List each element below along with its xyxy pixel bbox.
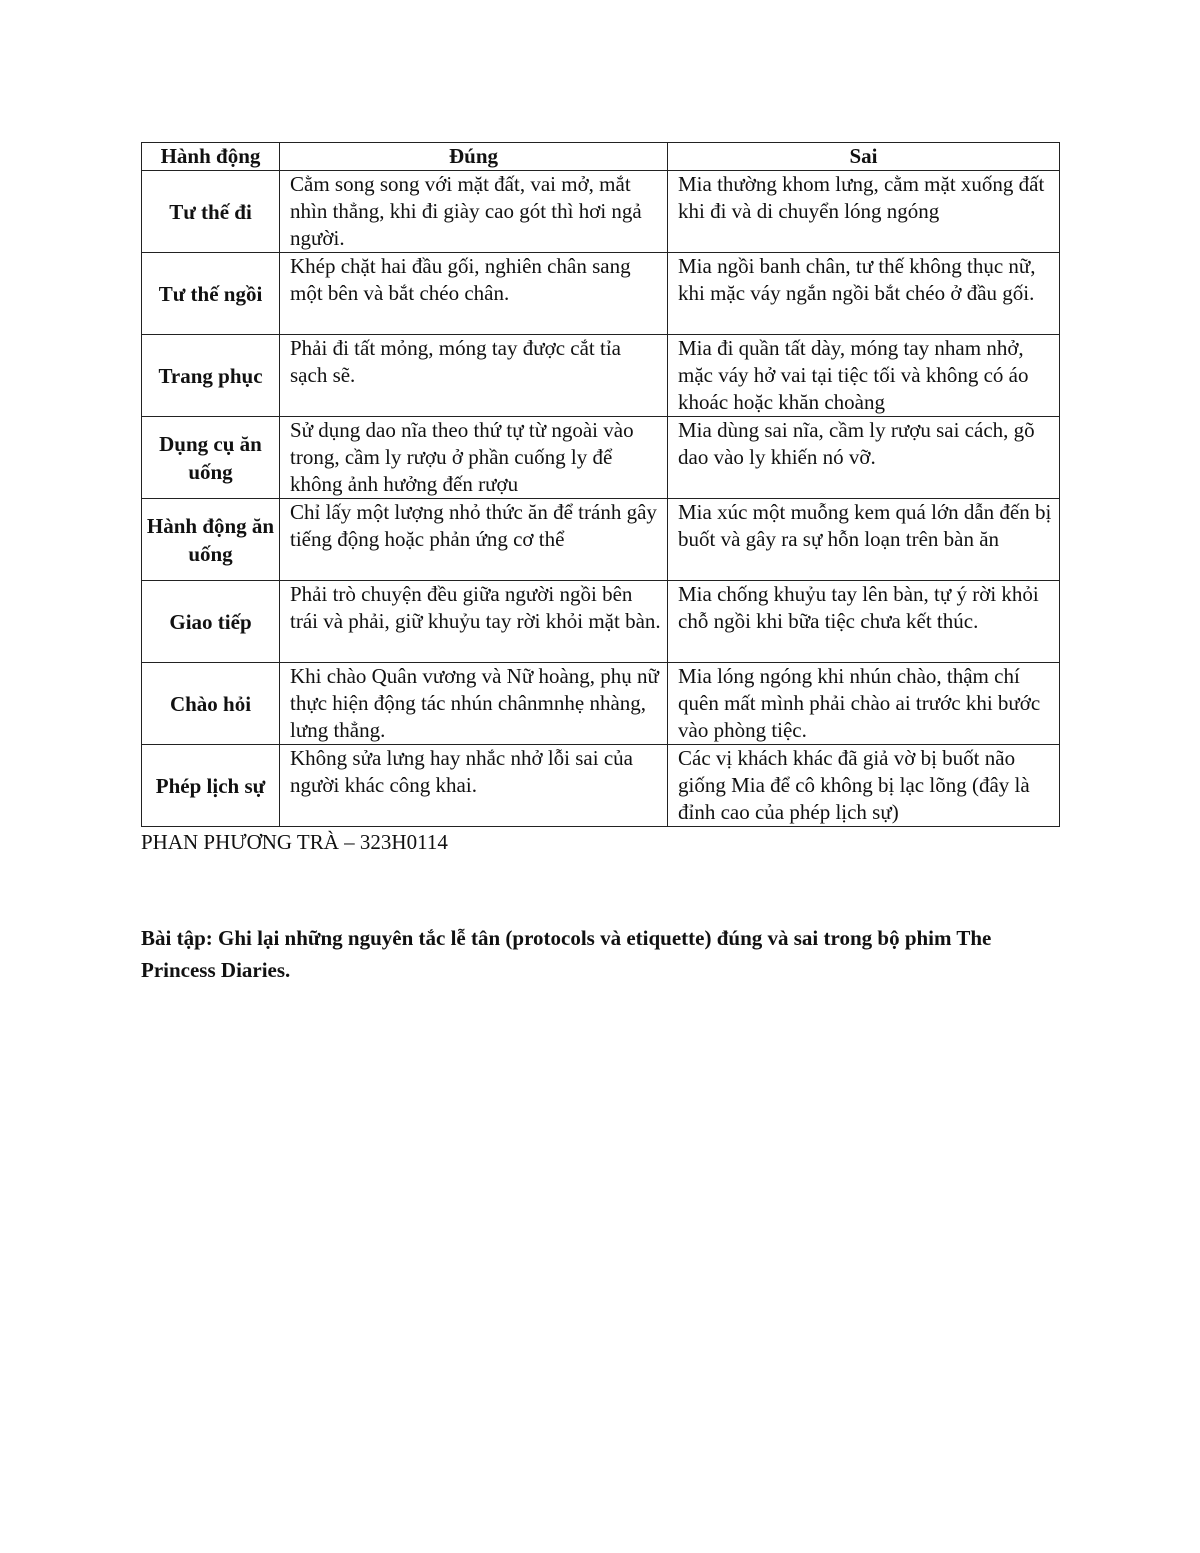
row-action: Chào hỏi bbox=[142, 663, 280, 745]
wrong-cell bbox=[668, 171, 1060, 253]
wrong-cell bbox=[668, 745, 1060, 827]
wrong-cell bbox=[668, 663, 1060, 745]
wrong-text: Mia thường khom lưng, cằm mặt xuống đất khi đi và di chuyển lóng ngóng bbox=[678, 172, 1045, 223]
right-text: Khi chào Quân vương và Nữ hoàng, phụ nữ thực hiện động tác nhún chânmnhẹ nhàng, lưng thẳng. bbox=[290, 664, 659, 742]
column-header-right: Đúng bbox=[280, 143, 668, 171]
wrong-cell bbox=[668, 335, 1060, 417]
wrong-cell bbox=[668, 499, 1060, 581]
right-cell bbox=[280, 253, 668, 335]
row-action: Trang phục bbox=[142, 335, 280, 417]
wrong-cell bbox=[668, 417, 1060, 499]
row-action: Phép lịch sự bbox=[142, 745, 280, 827]
wrong-text: Mia đi quần tất dày, móng tay nham nhở, mặc váy hở vai tại tiệc tối và không có áo khoác hoặc khăn choàng bbox=[678, 336, 1029, 414]
row-action: Tư thế ngồi bbox=[142, 253, 280, 335]
wrong-text: Mia lóng ngóng khi nhún chào, thậm chí quên mất mình phải chào ai trước khi bước vào phòng tiệc. bbox=[678, 664, 1041, 742]
right-cell bbox=[280, 499, 668, 581]
wrong-text: Mia chống khuỷu tay lên bàn, tự ý rời khỏi chỗ ngồi khi bữa tiệc chưa kết thúc. bbox=[678, 582, 1039, 633]
right-cell bbox=[280, 663, 668, 745]
wrong-cell bbox=[668, 581, 1060, 663]
column-header-wrong: Sai bbox=[668, 143, 1060, 171]
table-row bbox=[142, 745, 1060, 827]
right-text: Chỉ lấy một lượng nhỏ thức ăn để tránh gây tiếng động hoặc phản ứng cơ thể bbox=[290, 500, 657, 551]
right-cell bbox=[280, 581, 668, 663]
wrong-text: Mia dùng sai nĩa, cầm ly rượu sai cách, gõ dao vào ly khiến nó vỡ. bbox=[678, 418, 1035, 469]
table-row bbox=[142, 171, 1060, 253]
right-cell bbox=[280, 171, 668, 253]
column-header-action: Hành động bbox=[142, 143, 280, 171]
right-text: Sử dụng dao nĩa theo thứ tự từ ngoài vào trong, cầm ly rượu ở phần cuống ly để không ảnh hưởng đến rượu bbox=[290, 418, 634, 496]
row-action: Tư thế đi bbox=[142, 171, 280, 253]
table-row bbox=[142, 499, 1060, 581]
wrong-cell bbox=[668, 253, 1060, 335]
right-text: Phải đi tất mỏng, móng tay được cắt tỉa sạch sẽ. bbox=[290, 336, 622, 387]
table-row bbox=[142, 253, 1060, 335]
row-action: Dụng cụ ăn uống bbox=[142, 417, 280, 499]
exercise-prompt: Bài tập: Ghi lại những nguyên tắc lễ tân (protocols và etiquette) đúng và sai trong bộ phim The Princess Diaries. bbox=[141, 926, 992, 982]
right-text: Phải trò chuyện đều giữa người ngồi bên trái và phải, giữ khuỷu tay rời khỏi mặt bàn. bbox=[290, 582, 661, 633]
row-action: Giao tiếp bbox=[142, 581, 280, 663]
right-text: Không sửa lưng hay nhắc nhở lỗi sai của người khác công khai. bbox=[290, 746, 633, 797]
author-line: PHAN PHƯƠNG TRÀ – 323H0114 bbox=[141, 830, 448, 854]
table-row bbox=[142, 663, 1060, 745]
table-row bbox=[142, 581, 1060, 663]
wrong-text: Mia ngồi banh chân, tư thế không thục nữ, khi mặc váy ngắn ngồi bắt chéo ở đầu gối. bbox=[678, 254, 1036, 305]
etiquette-table bbox=[141, 142, 1060, 827]
wrong-text: Các vị khách khác đã giả vờ bị buốt não giống Mia để cô không bị lạc lõng (đây là đỉnh cao của phép lịch sự) bbox=[678, 746, 1030, 824]
right-text: Cằm song song với mặt đất, vai mở, mắt nhìn thẳng, khi đi giày cao gót thì hơi ngả người. bbox=[290, 172, 642, 250]
table-header-row bbox=[142, 143, 1060, 171]
table-row bbox=[142, 335, 1060, 417]
wrong-text: Mia xúc một muỗng kem quá lớn dẫn đến bị buốt và gây ra sự hỗn loạn trên bàn ăn bbox=[678, 500, 1052, 551]
table-row bbox=[142, 417, 1060, 499]
row-action: Hành động ăn uống bbox=[142, 499, 280, 581]
right-cell bbox=[280, 417, 668, 499]
right-text: Khép chặt hai đầu gối, nghiên chân sang một bên và bắt chéo chân. bbox=[290, 254, 631, 305]
right-cell bbox=[280, 745, 668, 827]
right-cell bbox=[280, 335, 668, 417]
